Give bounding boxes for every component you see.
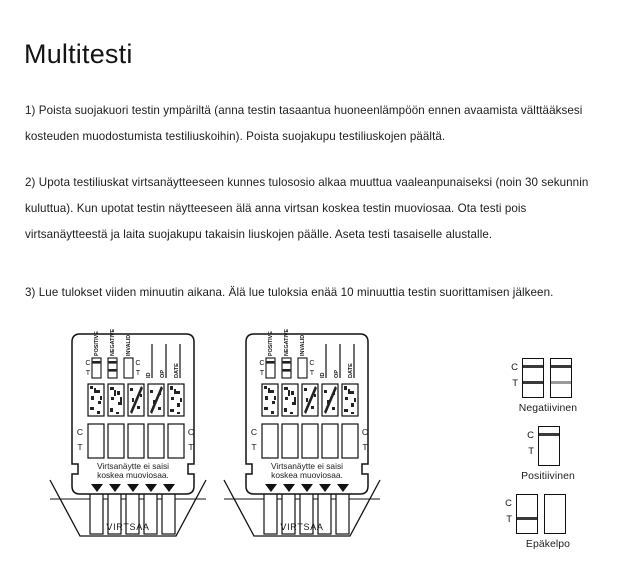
legend-band-c <box>539 433 559 436</box>
legend-strip-invalid-2 <box>544 494 566 534</box>
form-label-id-right: ID <box>320 372 326 378</box>
svg-text:T: T <box>259 368 265 377</box>
form-label-date-right: DATE <box>348 363 354 378</box>
key-label-negative-right: NEGATIVE <box>284 328 290 356</box>
legend-mark-c-invalid: C <box>505 498 512 509</box>
instruction-paragraph-2: 2) Upota testiliuskat virtsanäytteeseen kunnes tulososio alkaa muuttua vaaleanpunaiseksi (noin 30 sekunnin kuluttua). Kun upotat testin näytteeseen älä anna virtsan koskea testin muoviosaa. Ota testi pois virtsanäytteestä ja laita suojakupu takaisin liuskojen päälle. Aseta testi tasaiselle alustalle. <box>25 175 589 241</box>
legend-mark-t-negative: T <box>512 378 518 389</box>
svg-text:T: T <box>309 368 315 377</box>
key-label-positive-left: POSITIVE <box>94 331 100 356</box>
legend-art-negative <box>478 356 618 400</box>
test-device-left <box>28 328 228 568</box>
svg-text:T: T <box>135 368 141 377</box>
svg-text:C: C <box>135 358 141 367</box>
legend-band-t <box>523 381 543 384</box>
legend-art-invalid <box>478 492 618 536</box>
warning-text-line1-right: Virtsanäytte ei saisi <box>271 461 343 471</box>
form-label-id-left: ID <box>146 372 152 378</box>
legend-strip-invalid-1 <box>516 494 538 534</box>
page-title: Multitesti <box>24 39 133 70</box>
key-label-invalid-right: INVALID <box>300 334 306 356</box>
legend-mark-c-negative: C <box>511 362 518 373</box>
cup-label-right: VIRTSAA <box>280 522 324 532</box>
svg-text:T: T <box>77 442 83 452</box>
legend-item-invalid <box>478 492 618 550</box>
warning-text-line2-right: koskea muoviosaa. <box>271 470 343 480</box>
legend-item-positive <box>478 424 618 482</box>
legend-item-negative <box>478 356 618 414</box>
warning-text-line1-left: Virtsanäytte ei saisi <box>97 461 169 471</box>
svg-text:C: C <box>76 427 84 437</box>
svg-text:C: C <box>361 427 369 437</box>
key-label-positive-right: POSITIVE <box>268 331 274 356</box>
legend-caption-negative: Negatiivinen <box>518 403 578 414</box>
legend-strip-negative-1 <box>522 358 544 398</box>
test-device-diagram <box>0 320 630 578</box>
svg-text:T: T <box>251 442 257 452</box>
legend-mark-t-positive: T <box>528 446 534 457</box>
legend-band-c <box>523 365 543 368</box>
device-illustration-left <box>28 328 228 568</box>
device-illustration-right <box>202 328 402 568</box>
svg-text:T: T <box>362 442 368 452</box>
legend-band-t <box>517 517 537 520</box>
legend-strip-positive-1 <box>538 426 560 466</box>
membrane-pads-group-left <box>88 384 184 416</box>
legend-strip-negative-2 <box>550 358 572 398</box>
instruction-paragraph-1: 1) Poista suojakuori testin ympäriltä (anna testin tasaantua huoneenlämpöön ennen avaamista välttääksesi kosteuden muodostumista testiliuskoihin). Poista suojakupu testiliuskojen päältä. <box>25 103 583 143</box>
legend-art-positive <box>478 424 618 468</box>
form-label-op-right: OP <box>334 369 340 378</box>
key-label-invalid-left: INVALID <box>126 334 132 356</box>
svg-text:C: C <box>187 427 195 437</box>
legend-mark-c-positive: C <box>527 430 534 441</box>
key-label-negative-left: NEGATIVE <box>110 328 116 356</box>
legend-band-t <box>551 381 571 384</box>
form-label-op-left: OP <box>160 369 166 378</box>
membrane-pads-group-right <box>262 384 358 416</box>
test-device-right <box>202 328 402 568</box>
result-windows-group-right <box>262 424 358 458</box>
svg-text:C: C <box>309 358 315 367</box>
form-label-date-left: DATE <box>174 363 180 378</box>
instruction-paragraph-3: 3) Lue tulokset viiden minuutin aikana. Älä lue tuloksia enää 10 minuuttia testin suorittamisen jälkeen. <box>25 285 554 299</box>
cup-label-left: VIRTSAA <box>106 522 150 532</box>
warning-text-line2-left: koskea muoviosaa. <box>97 470 169 480</box>
legend-caption-positive: Positiivinen <box>521 471 575 482</box>
svg-text:T: T <box>188 442 194 452</box>
svg-text:C: C <box>85 358 91 367</box>
result-windows-group-left <box>88 424 184 458</box>
result-interpretation-legend <box>478 356 618 566</box>
legend-band-c <box>551 365 571 368</box>
svg-text:C: C <box>250 427 258 437</box>
svg-text:C: C <box>259 358 265 367</box>
svg-text:T: T <box>85 368 91 377</box>
legend-caption-invalid: Epäkelpo <box>525 539 571 550</box>
legend-mark-t-invalid: T <box>506 514 512 525</box>
